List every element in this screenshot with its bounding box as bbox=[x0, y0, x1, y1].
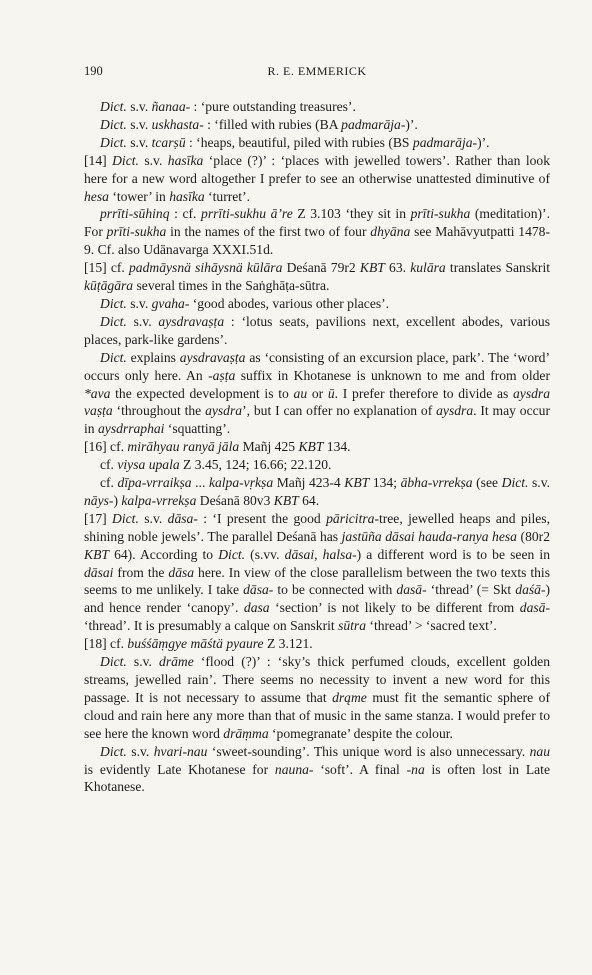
paragraph: [17] Dict. s.v. dāsa- : ‘I present the good pāricitra-tree, jewelled heaps and piles, shining noble jewels’. The parallel Deśanā has jastūña dāsai hauda-ranya hesa (80r2 KBT 64). According to Dict. (s.vv. dāsai, halsa-) a different word is to be seen in dāsai from the dāsa here. In view of the close parallelism between the two texts this seems to me unlikely. I take dāsa- to be connected with dasā- ‘thread’ (= Skt daśā-) and hence render ‘canopy’. dasa ‘section’ is not likely to be different from dasā- ‘thread’. It is presumably a calque on Sanskrit sūtra ‘thread’ > ‘sacred text’. bbox=[84, 510, 551, 634]
paragraph: Dict. explains aysdravaṣṭa as ‘consisting of an excursion place, park’. The ‘word’ occurs only here. An -aṣṭa suffix in Khotanese is unknown to me and from older *ava the expected development is to au or ū. I prefer therefore to divide as aysdra vaṣṭa ‘throughout the aysdra’, but I can offer no explanation of aysdra. It may occur in aysdrraphai ‘squatting’. bbox=[84, 349, 551, 437]
paragraph: prrīti-sūhinq : cf. prrīti-sukhu ā’re Z 3.103 ‘they sit in prīti-sukha (meditation)’. For prīti-sukha in the names of the first two of four dhyāna see Mahāvyutpatti 1478-9. Cf. also Udānavarga XXXI.51d. bbox=[84, 206, 550, 258]
paragraph: Dict. s.v. gvaha- ‘good abodes, various other places’. bbox=[100, 295, 390, 311]
paragraph: Dict. s.v. aysdravaṣṭa : ‘lotus seats, pavilions next, excellent abodes, various places, park-like gardens’. bbox=[84, 313, 550, 347]
running-head: R. E. EMMERICK bbox=[267, 64, 367, 78]
paragraph: cf. viysa upala Z 3.45, 124; 16.66; 22.120. bbox=[100, 457, 332, 473]
page-header bbox=[84, 64, 550, 84]
paragraph: Dict. s.v. ñanaa- : ‘pure outstanding treasures’. bbox=[100, 99, 356, 114]
page-number: 190 bbox=[84, 64, 103, 78]
paragraph: cf. dīpa-vrraikṣa ... kalpa-vṛkṣa Mañj 423-4 KBT 134; ābha-vrrekṣa (see Dict. s.v. nāys-) kalpa-vrrekṣa Deśanā 80v3 KBT 64. bbox=[84, 475, 551, 508]
paragraph: Dict. s.v. tcarṣū : ‘heaps, beautiful, piled with rubies (BS padmarāja-)’. bbox=[100, 134, 490, 150]
paragraph: [18] cf. buśśāṃgye māśtä pyaure Z 3.121. bbox=[84, 636, 313, 652]
paragraph: [15] cf. padmāysnä sihāysnä kūlāra Deśanā 79r2 KBT 63. kulāra translates Sanskrit kūṭāgāra several times in the Saṅghāṭa-sūtra. bbox=[84, 260, 550, 294]
paragraph: Dict. s.v. drāme ‘flood (?)’ : ‘sky’s thick perfumed clouds, excellent golden streams, jewelled rain’. There seems no necessity to invent a new word for this passage. It is not necessary to assume that drąme must fit the semantic sphere of cloud and rain here any more than that of music in the same stanza. I would prefer to see here the known word drāṃma ‘pomegranate’ despite the colour. bbox=[84, 654, 550, 741]
paragraph: Dict. s.v. uskhasta- : ‘filled with rubies (BA padmarāja-)’. bbox=[100, 116, 418, 132]
paragraph: [16] cf. mirāhyau ranyā jāla Mañj 425 KBT 134. bbox=[84, 439, 351, 455]
body-text bbox=[84, 98, 550, 796]
paragraph: Dict. s.v. hvari-nau ‘sweet-sounding’. This unique word is also unnecessary. nau is evidently Late Khotanese for nauna- ‘soft’. A final -na is often lost in Late Khotanese. bbox=[84, 743, 550, 795]
paragraph: [14] Dict. s.v. hasīka ‘place (?)’ : ‘places with jewelled towers’. Rather than look here for a new word altogether I prefer to see an otherwise unattested diminutive of hesa ‘tower’ in hasīka ‘turret’. bbox=[84, 152, 550, 204]
